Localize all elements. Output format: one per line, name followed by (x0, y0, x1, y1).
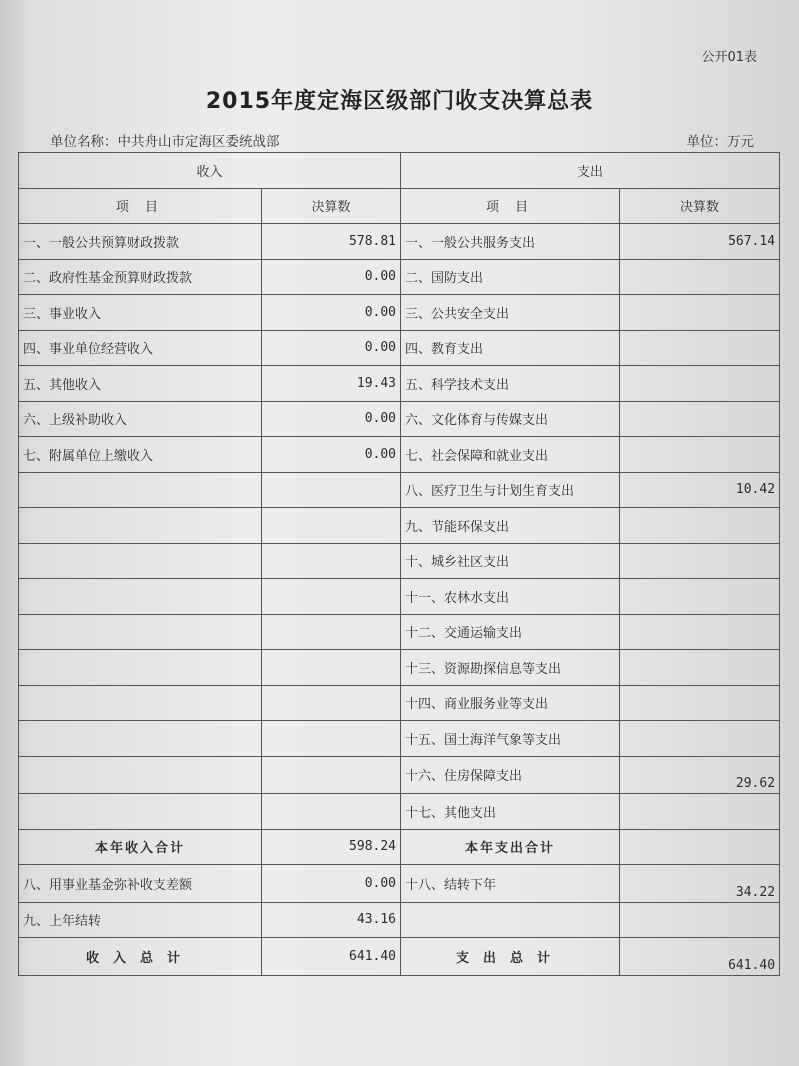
income-subtotal-amount: 598.24 (262, 829, 401, 865)
table-row (19, 614, 780, 650)
table-row (19, 472, 780, 508)
income-item: 二、政府性基金预算财政拨款 (19, 259, 262, 295)
expense-amount (620, 366, 780, 402)
page-title: 2015年度定海区级部门收支决算总表 (205, 89, 594, 114)
income-amount (262, 579, 401, 615)
income-amount: 0.00 (262, 259, 401, 295)
expense-amount-column-header: 决算数 (620, 188, 780, 224)
expense-amount (620, 401, 780, 437)
subtotal-row (19, 829, 780, 865)
income-total-label: 收入总计 (19, 938, 262, 976)
income-item (19, 543, 262, 579)
income-amount: 43.16 (262, 902, 401, 938)
income-item: 三、事业收入 (19, 295, 262, 331)
expense-amount (620, 721, 780, 757)
income-item: 九、上年结转 (19, 902, 262, 938)
expense-item: 七、社会保障和就业支出 (401, 437, 620, 473)
table-row (19, 330, 780, 366)
table-row (19, 508, 780, 544)
table-row (19, 259, 780, 295)
income-amount-column-header: 决算数 (262, 188, 401, 224)
income-amount (262, 756, 401, 794)
income-amount: 578.81 (262, 224, 401, 260)
expense-item: 十五、国土海洋气象等支出 (401, 721, 620, 757)
expense-item: 八、医疗卫生与计划生育支出 (401, 472, 620, 508)
income-amount (262, 794, 401, 830)
table-row (19, 366, 780, 402)
expense-item: 十四、商业服务业等支出 (401, 685, 620, 721)
income-item: 四、事业单位经营收入 (19, 330, 262, 366)
expense-item (401, 902, 620, 938)
expense-item: 九、节能环保支出 (401, 508, 620, 544)
income-item (19, 650, 262, 686)
income-item: 八、用事业基金弥补收支差额 (19, 865, 262, 903)
income-amount: 0.00 (262, 401, 401, 437)
income-amount (262, 543, 401, 579)
unit-name: 单位名称：中共舟山市定海区委统战部 (50, 134, 280, 150)
table-row (19, 650, 780, 686)
expense-amount (620, 259, 780, 295)
expense-item: 十七、其他支出 (401, 794, 620, 830)
income-item (19, 614, 262, 650)
income-subtotal-label: 本年收入合计 (19, 829, 262, 865)
income-total-amount: 641.40 (262, 938, 401, 976)
expense-item: 二、国防支出 (401, 259, 620, 295)
income-item: 一、一般公共预算财政拨款 (19, 224, 262, 260)
expense-subtotal-amount (620, 829, 780, 865)
expense-total-amount: 641.40 (620, 938, 780, 976)
income-amount (262, 508, 401, 544)
expense-item: 十八、结转下年 (401, 865, 620, 903)
table-row (19, 295, 780, 331)
income-item (19, 685, 262, 721)
expense-item: 十二、交通运输支出 (401, 614, 620, 650)
income-amount: 0.00 (262, 437, 401, 473)
income-amount (262, 685, 401, 721)
income-amount (262, 614, 401, 650)
income-item (19, 508, 262, 544)
expense-amount (620, 543, 780, 579)
grand-total-row (19, 938, 780, 976)
income-amount: 0.00 (262, 330, 401, 366)
expense-item: 五、科学技术支出 (401, 366, 620, 402)
expense-item: 十、城乡社区支出 (401, 543, 620, 579)
income-item-column-header: 项 目 (19, 188, 262, 224)
income-amount: 0.00 (262, 865, 401, 903)
income-item (19, 721, 262, 757)
income-item (19, 472, 262, 508)
table-row (19, 401, 780, 437)
expense-total-label: 支出总计 (401, 938, 620, 976)
table-row (19, 543, 780, 579)
expense-item: 十一、农林水支出 (401, 579, 620, 615)
table-row (19, 794, 780, 830)
expense-amount (620, 437, 780, 473)
table-row (19, 437, 780, 473)
income-item: 五、其他收入 (19, 366, 262, 402)
income-amount (262, 650, 401, 686)
expense-amount (620, 614, 780, 650)
form-code: 公开01表 (701, 50, 757, 65)
expense-amount: 34.22 (620, 865, 780, 903)
income-amount (262, 721, 401, 757)
income-item: 六、上级补助收入 (19, 401, 262, 437)
table-row (19, 579, 780, 615)
expense-item-column-header: 项 目 (401, 188, 620, 224)
income-item: 七、附属单位上缴收入 (19, 437, 262, 473)
income-section-header: 收入 (19, 153, 401, 189)
table-row (19, 902, 780, 938)
expense-amount: 567.14 (620, 224, 780, 260)
expense-subtotal-label: 本年支出合计 (401, 829, 620, 865)
expense-item: 十六、住房保障支出 (401, 756, 620, 794)
income-amount: 19.43 (262, 366, 401, 402)
expense-amount (620, 794, 780, 830)
column-header-row (19, 188, 780, 224)
table-row (19, 685, 780, 721)
expense-section-header: 支出 (401, 153, 780, 189)
income-item (19, 579, 262, 615)
expense-item: 四、教育支出 (401, 330, 620, 366)
income-item (19, 756, 262, 794)
expense-amount (620, 685, 780, 721)
table-row (19, 224, 780, 260)
expense-amount (620, 579, 780, 615)
expense-amount (620, 508, 780, 544)
expense-amount (620, 650, 780, 686)
expense-amount (620, 295, 780, 331)
income-amount (262, 472, 401, 508)
expense-item: 三、公共安全支出 (401, 295, 620, 331)
expense-amount (620, 902, 780, 938)
table-row (19, 721, 780, 757)
income-item (19, 794, 262, 830)
section-header-row (19, 153, 780, 189)
expense-amount (620, 330, 780, 366)
table-row (19, 865, 780, 903)
expense-amount: 10.42 (620, 472, 780, 508)
budget-table (18, 152, 780, 976)
expense-amount: 29.62 (620, 756, 780, 794)
expense-item: 六、文化体育与传媒支出 (401, 401, 620, 437)
expense-item: 一、一般公共服务支出 (401, 224, 620, 260)
income-amount: 0.00 (262, 295, 401, 331)
currency-unit: 单位：万元 (686, 134, 754, 150)
table-row (19, 756, 780, 794)
expense-item: 十三、资源勘探信息等支出 (401, 650, 620, 686)
